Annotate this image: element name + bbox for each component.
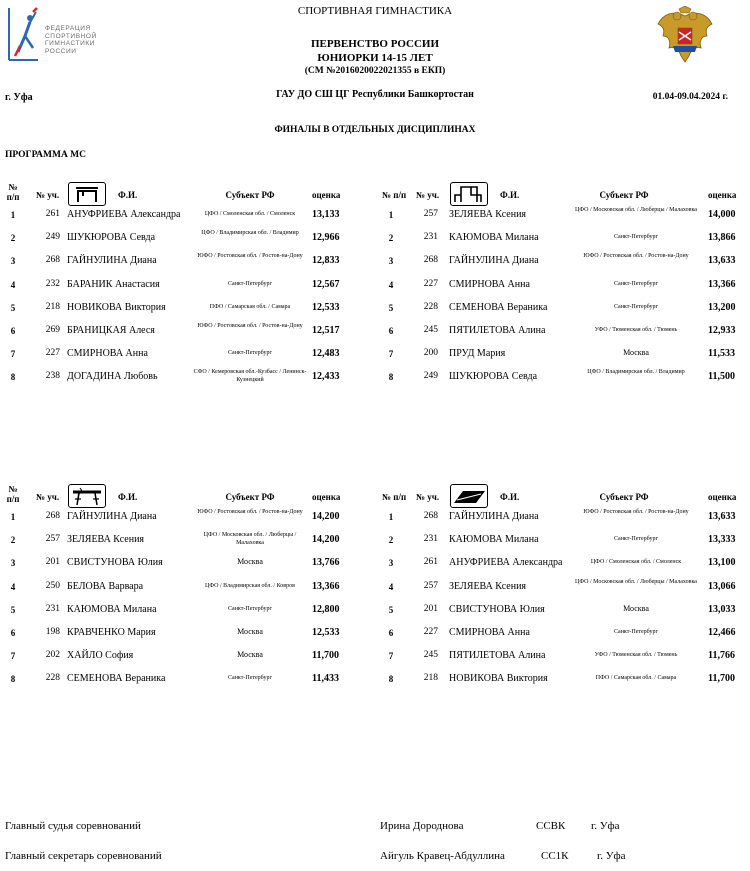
score: 14,200 [312,511,340,522]
athlete-name: КАЮМОВА Милана [67,603,157,615]
bib-number: 249 [423,371,438,382]
score: 13,633 [708,255,736,267]
score: 12,966 [312,232,340,244]
place-number: 3 [10,256,16,267]
score: 13,133 [312,209,340,220]
place-number: 3 [10,558,16,569]
place-number: 2 [10,233,16,244]
bib-number: 201 [45,557,60,568]
chief-secretary-category: СС1К [541,850,569,862]
col-score-header: оценка [708,190,737,200]
region: Санкт-Петербург [614,234,658,241]
athlete-name: КАЮМОВА Милана [449,232,539,244]
place-number: 4 [10,581,16,592]
place-number: 3 [388,558,394,569]
region: СФО / Кемеровская обл.-Кузбасс / Ленинск-Кузнецкий [193,369,307,384]
region: Санкт-Петербург [228,675,272,682]
athlete-name: БАРАНИК Анастасия [67,278,160,290]
athlete-name: ГАЙНУЛИНА Диана [449,255,539,267]
score: 12,567 [312,278,340,290]
region: ЮФО / Ростовская обл. / Ростов-на-Дону [583,253,689,260]
region: Москва [237,627,263,636]
athlete-name: БРАНИЦКАЯ Алеся [67,325,155,336]
bib-number: 269 [45,325,60,335]
chief-secretary-role: Главный секретарь соревнований [5,850,162,862]
results-table [372,484,750,704]
athlete-name: СМИРНОВА Анна [449,627,530,638]
bib-number: 261 [45,209,60,219]
bib-number: 250 [45,580,60,591]
athlete-name: БЕЛОВА Варвара [67,580,144,592]
bib-number: 218 [423,673,438,684]
score: 11,500 [708,371,735,383]
place-number: 1 [10,512,16,522]
bib-number: 249 [45,232,60,243]
score: 12,483 [312,348,340,360]
athlete-name: КРАВЧЕНКО Мария [67,627,156,638]
athlete-name: ШУКЮРОВА Севда [67,232,156,244]
results-table [372,182,750,402]
athlete-name: КАЮМОВА Милана [449,534,539,546]
place-number: 7 [10,349,16,360]
bib-number: 231 [423,232,438,243]
col-name-header: Ф.И. [118,190,138,200]
score: 13,633 [708,511,736,522]
col-score-header: оценка [312,492,341,502]
col-num-header: № п/п [382,492,407,502]
bib-number: 231 [45,603,60,614]
region: ЦФО / Владимирская обл. / Ковров [205,582,295,589]
region: ЮФО / Ростовская обл. / Ростов-на-Дону [197,509,303,515]
region: ЦФО / Смоленская обл. / Смоленск [204,211,296,217]
bib-number: 268 [45,511,60,521]
athlete-name: ЗЕЛЯЕВА Ксения [67,534,145,546]
score: 12,466 [708,627,736,638]
athlete-name: ПРУД Мария [449,348,506,360]
place-number: 8 [388,372,394,383]
place-number: 7 [388,349,394,360]
score: 11,700 [312,650,339,662]
score: 12,433 [312,371,340,383]
logo-caption: ФЕДЕРАЦИЯ СПОРТИВНОЙ ГИМНАСТИКИ РОССИИ [45,25,97,55]
place-number: 1 [388,210,394,220]
bib-number: 227 [423,627,438,637]
chief-secretary-name: Айгуль Кравец-Абдуллина [380,850,505,862]
col-name-header: Ф.И. [500,190,520,200]
score: 13,366 [708,278,736,290]
bib-number: 227 [423,278,438,289]
chief-judge-role: Главный судья соревнований [5,820,141,832]
bib-number: 218 [45,301,60,312]
bib-number: 228 [423,301,438,312]
athlete-name: СВИСТУНОВА Юлия [449,603,545,615]
score: 13,033 [708,603,736,615]
score: 12,933 [708,325,736,336]
score: 14,200 [312,534,340,546]
place-number: 2 [388,535,394,546]
bib-number: 268 [423,255,438,266]
ekp-number: (СМ №2016020022021355 в ЕКП) [304,66,446,76]
athlete-name: НОВИКОВА Виктория [67,301,166,313]
place-number: 5 [10,604,16,615]
place-number: 7 [10,651,16,662]
dates: 01.04-09.04.2024 г. [652,92,728,102]
athlete-name: АНУФРИЕВА Александра [449,557,563,569]
col-bib-header: № уч. [36,492,60,502]
bib-number: 228 [45,673,60,684]
score: 14,000 [708,209,736,220]
score: 12,800 [312,603,340,615]
region: Санкт-Петербург [228,605,272,612]
col-score-header: оценка [312,190,341,200]
score: 13,766 [312,557,340,569]
bars-icon [68,182,106,206]
region: ПФО / Самарская обл. / Самара [595,675,677,682]
col-bib-header: № уч. [416,190,440,200]
col-region-header: Субъект РФ [225,190,275,200]
region: ЦФО / Владимирская обл. / Владимир [587,369,685,376]
score: 13,200 [708,301,736,313]
bib-number: 257 [423,209,438,219]
region: Санкт-Петербург [228,350,272,357]
section-title: ФИНАЛЫ В ОТДЕЛЬНЫХ ДИСЦИПЛИНАХ [274,125,476,135]
score: 12,833 [312,255,340,267]
bib-number: 238 [45,371,60,382]
athlete-name: ПЯТИЛЕТОВА Алина [449,650,546,662]
bib-number: 245 [423,325,438,335]
col-num-header: № п/п [6,182,20,202]
bib-number: 231 [423,534,438,545]
athlete-name: СМИРНОВА Анна [449,278,530,290]
vault-icon [450,182,488,206]
place-number: 4 [388,581,394,592]
bib-number: 268 [423,511,438,521]
athlete-name: ЗЕЛЯЕВА Ксения [449,209,527,220]
col-num-header: № п/п [382,190,407,200]
score: 13,366 [312,580,340,592]
athlete-name: ДОГАДИНА Любовь [67,371,158,383]
region: Москва [237,650,263,660]
col-region-header: Субъект РФ [225,492,275,502]
bib-number: 245 [423,650,438,661]
col-name-header: Ф.И. [118,492,138,502]
col-region-header: Субъект РФ [599,492,649,502]
venue: ГАУ ДО СШ ЦГ Республики Башкортостан [276,89,474,100]
results-table [0,484,378,704]
score: 13,333 [708,534,736,546]
region: Санкт-Петербург [614,536,658,543]
score: 12,517 [312,325,340,336]
col-score-header: оценка [708,492,737,502]
place-number: 5 [10,302,16,313]
col-region-header: Субъект РФ [599,190,649,200]
place-number: 8 [10,674,16,685]
bib-number: 257 [423,580,438,591]
place-number: 5 [388,302,394,313]
program-label: ПРОГРАММА МС [5,150,87,160]
region: УФО / Тюменская обл. / Тюмень [594,327,678,333]
athlete-name: ГАЙНУЛИНА Диана [449,511,539,522]
place-number: 6 [388,326,394,336]
bib-number: 198 [45,627,60,637]
bib-number: 227 [45,348,60,359]
place-number: 2 [10,535,16,546]
col-bib-header: № уч. [416,492,440,502]
place-number: 2 [388,233,394,244]
athlete-name: СМИРНОВА Анна [67,348,148,360]
place-number: 8 [388,674,394,685]
bib-number: 200 [423,348,438,359]
athlete-name: АНУФРИЕВА Александра [67,209,181,220]
athlete-name: ГАЙНУЛИНА Диана [67,255,157,267]
score: 11,700 [708,673,735,685]
city: г. Уфа [5,92,33,103]
region: Москва [623,348,649,358]
region: ЦФО / Московская обл. / Люберцы / Малаховка [575,207,697,213]
region: Москва [237,557,263,567]
region: ЦФО / Московская обл. / Люберцы / Малаховка [203,532,297,547]
region: ЮФО / Ростовская обл. / Ростов-на-Дону [583,509,689,515]
region: ЦФО / Московская обл. / Люберцы / Малаховка [575,578,697,585]
bib-number: 261 [423,557,438,568]
place-number: 7 [388,651,394,662]
score: 11,533 [708,348,735,360]
bib-number: 268 [45,255,60,266]
place-number: 4 [388,279,394,290]
bib-number: 202 [45,650,60,661]
athlete-name: ПЯТИЛЕТОВА Алина [449,325,546,336]
place-number: 5 [388,604,394,615]
bib-number: 232 [45,278,60,289]
sport-title: СПОРТИВНАЯ ГИМНАСТИКА [297,5,453,17]
chief-secretary-city: г. Уфа [597,850,626,862]
event-title: ПЕРВЕНСТВО РОССИИ [310,38,440,50]
bib-number: 201 [423,603,438,614]
score: 12,533 [312,301,340,313]
athlete-name: СВИСТУНОВА Юлия [67,557,163,569]
region: ЮФО / Ростовская обл. / Ростов-на-Дону [197,253,303,260]
region: Москва [623,603,649,613]
place-number: 6 [10,326,16,336]
athlete-name: СЕМЕНОВА Вераника [449,301,548,313]
athlete-name: СЕМЕНОВА Вераника [67,673,166,685]
category-title: ЮНИОРКИ 14-15 ЛЕТ [317,52,433,64]
place-number: 8 [10,372,16,383]
col-bib-header: № уч. [36,190,60,200]
region: ЦФО / Владимирская обл. / Владимир [201,230,299,237]
score: 13,066 [708,580,736,592]
region: ЦФО / Смоленская обл. / Смоленск [590,559,682,566]
score: 11,766 [708,650,735,662]
score: 12,533 [312,627,340,638]
chief-judge-city: г. Уфа [591,820,620,832]
athlete-name: ХАЙЛО София [67,650,134,662]
place-number: 1 [10,210,16,220]
beam-icon [68,484,106,508]
place-number: 3 [388,256,394,267]
athlete-name: НОВИКОВА Виктория [449,673,548,685]
athlete-name: ШУКЮРОВА Севда [449,371,538,383]
score: 13,100 [708,557,736,569]
region: УФО / Тюменская обл. / Тюмень [594,652,678,659]
region: ЮФО / Ростовская обл. / Ростов-на-Дону [197,323,303,329]
place-number: 4 [10,279,16,290]
results-table [0,182,378,402]
chief-judge-name: Ирина Дороднова [380,820,464,832]
score: 11,433 [312,673,339,685]
athlete-name: ЗЕЛЯЕВА Ксения [449,580,527,592]
place-number: 6 [388,628,394,638]
athlete-name: ГАЙНУЛИНА Диана [67,511,157,522]
col-name-header: Ф.И. [500,492,520,502]
chief-judge-category: ССВК [536,820,566,832]
col-num-header: № п/п [6,484,20,504]
bib-number: 257 [45,534,60,545]
region: Санкт-Петербург [228,280,272,287]
region: Санкт-Петербург [614,629,658,635]
score: 13,866 [708,232,736,244]
region: Санкт-Петербург [614,280,658,287]
floor-icon [450,484,488,508]
region: ПФО / Самарская обл. / Самара [209,303,291,310]
region: Санкт-Петербург [614,303,658,310]
place-number: 1 [388,512,394,522]
place-number: 6 [10,628,16,638]
